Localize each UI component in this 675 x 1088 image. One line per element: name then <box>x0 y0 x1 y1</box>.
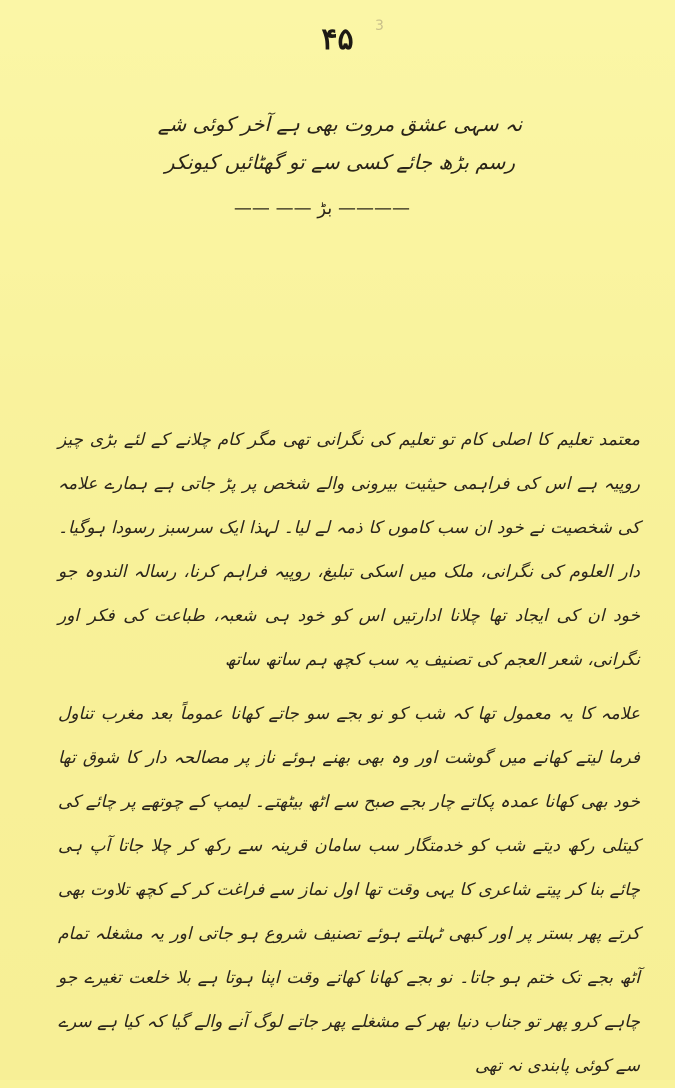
paragraph-2: علامہ کا یہ معمول تھا کہ شب کو نو بجے سو جاتے کھانا عموماً بعد مغرب تناول فرما لیتے کھانے میں گوشت اور وہ بھی بھنے ہوئے ناز پر مصالحہ دار کا شوق تھا خود بھی کھانا عمدہ پکاتے چار بجے صبح سے اٹھ بیٹھتے۔ لیمپ کے چوتھے پر چائے کی کیتلی رکھ دیتے شب کو خدمتگار سب سامان قرینہ سے رکھ کر چلا جاتا آپ ہی چائے بنا کر پیتے شاعری کا یہی وقت تھا اول نماز سے فراغت کر کے کچھ تلاوت بھی کرتے پھر بستر پر اور کبھی ٹہلتے ہوئے تصنیف شروع ہو جاتی اور یہ مشغلہ تمام آٹھ بجے تک ختم ہو جاتا۔ نو بجے کھانا کھاتے وقت اپنا ہوتا ہے بلا خلعت تغیرے جو چاہے کرو پھر تو جناب دنیا بھر کے مشغلے پھر جاتے لوگ آنے والے گیا کہ کیا ہے سرے سے کوئی پابندی نہ تھی <box>58 704 640 1076</box>
verse-line-1: نہ سہی عشق مروت بھی ہے آخر کوئی شے <box>157 112 523 136</box>
page-number: ۴۵ <box>321 22 354 57</box>
body-text <box>58 418 640 1088</box>
paragraph-1: معتمد تعلیم کا اصلی کام تو تعلیم کی نگرانی تھی مگر کام چلانے کے لئے بڑی چیز روپیہ ہے اس کی فراہمی حیثیت بیرونی والے شخص پر پڑ جاتی ہے ہمارے علامہ کی شخصیت نے خود ان سب کاموں کا ذمہ لے لیا۔ لہذا ایک سرسبز رسودا ہوگیا۔ دار العلوم کی نگرانی، ملک میں اسکی تبلیغ، روپیہ فراہم کرنا، رسالہ الندوہ جو خود ان کی ایجاد تھا چلانا ادارتیں اس کو خود ہی شعبہ، طباعت کی فکر اور نگرانی، شعر العجم کی تصنیف یہ سب کچھ ہم ساتھ ساتھ <box>58 430 640 670</box>
section-divider: ———— بڑ —— —— <box>233 198 410 219</box>
faint-stamp: 3 <box>375 18 384 34</box>
verse-line-2: رسم بڑھ جائے کسی سے تو گھٹائیں کیونکر <box>164 150 516 174</box>
